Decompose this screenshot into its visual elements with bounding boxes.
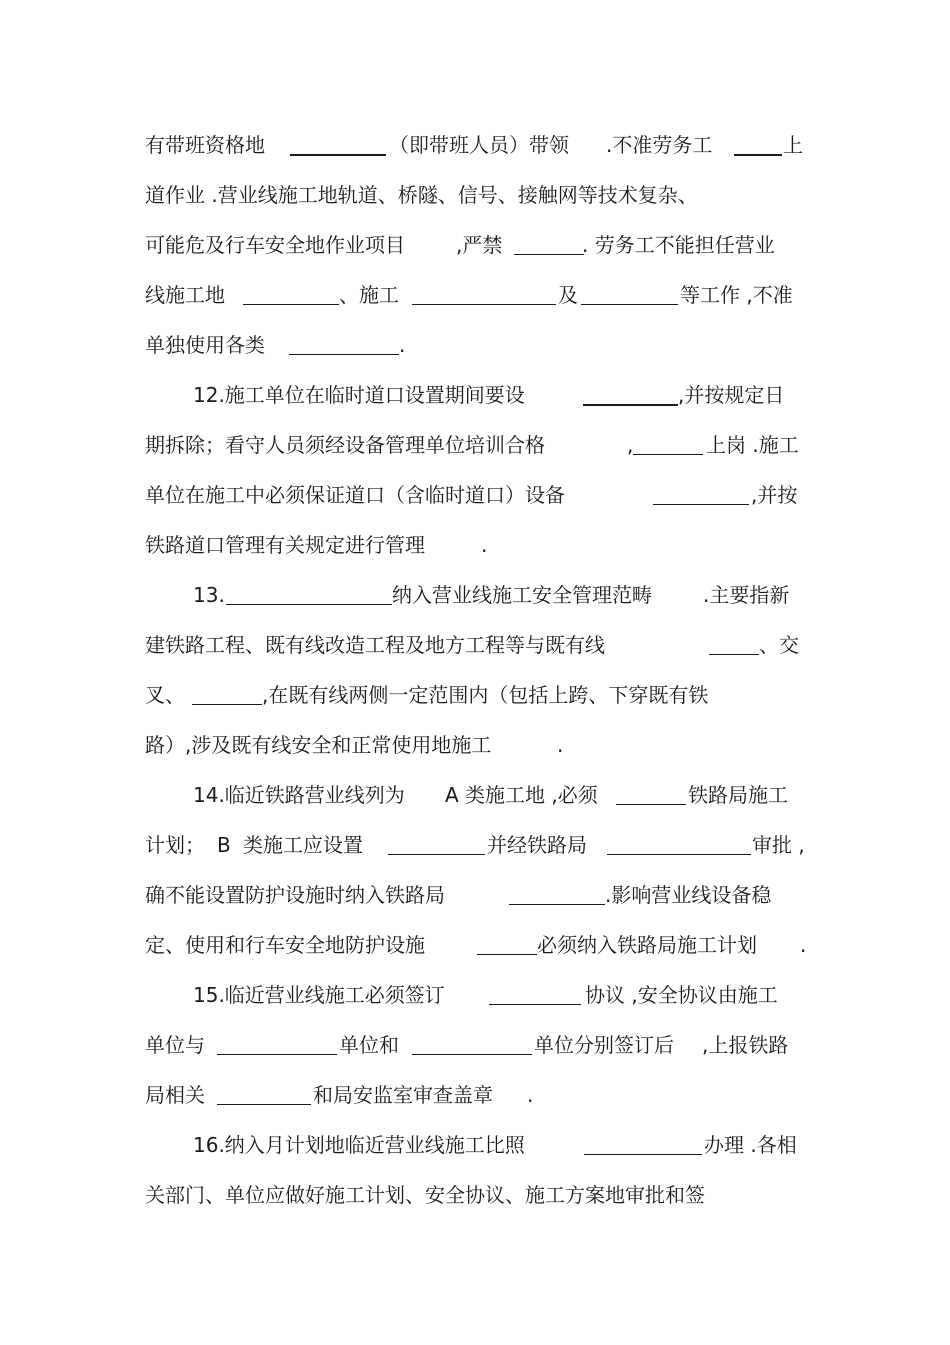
fill-blank [489,1004,581,1005]
fill-blank [734,154,782,156]
text-segment: ,严禁 [456,233,503,257]
text-segment: 道作业 .营业线施工地轨道、桥隧、信号、接触网等技术复杂、 [145,183,698,207]
text-segment: ,并按规定日 [678,383,785,407]
fill-blank [584,1154,702,1155]
text-segment: 等工作 ,不准 [680,283,793,307]
fill-blank [217,1104,311,1105]
text-segment: 路）,涉及既有线安全和正常使用地施工 [145,733,492,757]
fill-blank [616,804,686,805]
text-segment: 、施工 [339,283,399,307]
fill-blank [583,404,678,406]
text-segment: .不准劳务工 [606,133,713,157]
fill-blank [509,904,605,905]
fill-blank [412,304,556,305]
text-segment: .主要指新 [703,583,790,607]
text-segment: 纳入营业线施工安全管理范畴 [392,583,652,607]
text-segment: 和局安监室审查盖章 [313,1083,493,1107]
text-segment: 、交 [759,633,799,657]
text-segment: 15.临近营业线施工必须签订 [193,983,445,1007]
text-segment: A 类施工地 ,必须 [445,783,598,807]
text-segment: 有带班资格地 [145,133,265,157]
fill-blank [289,354,399,355]
text-segment: 单位分别签订后 [534,1033,674,1057]
text-segment: 期拆除；看守人员须经设备管理单位培训合格 [145,433,545,457]
text-segment: 审批 , [752,833,805,857]
text-segment: 16.纳入月计划地临近营业线施工比照 [193,1133,525,1157]
text-segment: , [627,433,634,457]
text-segment: 及 [558,283,578,307]
fill-blank [412,1054,532,1055]
text-segment: 铁路局施工 [688,783,788,807]
text-segment: 确不能设置防护设施时纳入铁路局 [145,883,445,907]
fill-blank [388,854,485,855]
fill-blank [226,604,392,605]
text-segment: ,在既有线两侧一定范围内（包括上跨、下穿既有铁 [262,683,709,707]
text-segment: 计划； [145,833,205,857]
fill-blank [581,304,678,305]
fill-blank [290,154,386,156]
text-segment: 叉、 [145,683,185,707]
text-segment: 单位与 [145,1033,205,1057]
text-segment: 协议 ,安全协议由施工 [585,983,778,1007]
text-segment: 单独使用各类 [145,333,265,357]
text-segment: . [557,733,564,757]
text-segment: ,上报铁路 [702,1033,789,1057]
text-segment: ,并按 [751,483,798,507]
fill-blank [514,254,584,255]
text-segment: . [527,1083,534,1107]
fill-blank [633,454,703,455]
fill-blank [709,654,759,655]
text-segment: 12.施工单位在临时道口设置期间要设 [193,383,525,407]
text-segment: 单位和 [339,1033,399,1057]
text-segment: 关部门、单位应做好施工计划、安全协议、施工方案地审批和签 [145,1183,705,1207]
text-segment: 必须纳入铁路局施工计划 [537,933,757,957]
text-segment: 类施工应设置 [243,833,363,857]
text-segment: （即带班人员）带领 [389,133,569,157]
text-segment: . 劳务工不能担任营业 [582,233,775,257]
text-segment: . [481,533,488,557]
text-segment: B [217,833,231,857]
text-segment: . [399,333,406,357]
text-segment: 上 [783,133,803,157]
text-segment: 建铁路工程、既有线改造工程及地方工程等与既有线 [145,633,605,657]
text-segment: 上岗 .施工 [706,433,799,457]
fill-blank [217,1054,337,1055]
fill-blank [477,954,537,955]
text-segment: 可能危及行车安全地作业项目 [145,233,405,257]
text-segment: . [800,933,807,957]
fill-blank [192,704,262,705]
text-segment: 并经铁路局 [487,833,587,857]
fill-blank [607,854,751,855]
text-segment: 定、使用和行车安全地防护设施 [145,933,425,957]
text-segment: .影响营业线设备稳 [605,883,772,907]
text-segment: 单位在施工中必须保证道口（含临时道口）设备 [145,483,565,507]
text-segment: 线施工地 [145,283,225,307]
fill-blank [653,504,749,505]
text-segment: 铁路道口管理有关规定进行管理 [145,533,425,557]
text-segment: 13. [193,583,225,607]
text-segment: 局相关 [145,1083,205,1107]
text-segment: 14.临近铁路营业线列为 [193,783,405,807]
text-segment: 办理 .各相 [704,1133,797,1157]
fill-blank [243,304,339,305]
